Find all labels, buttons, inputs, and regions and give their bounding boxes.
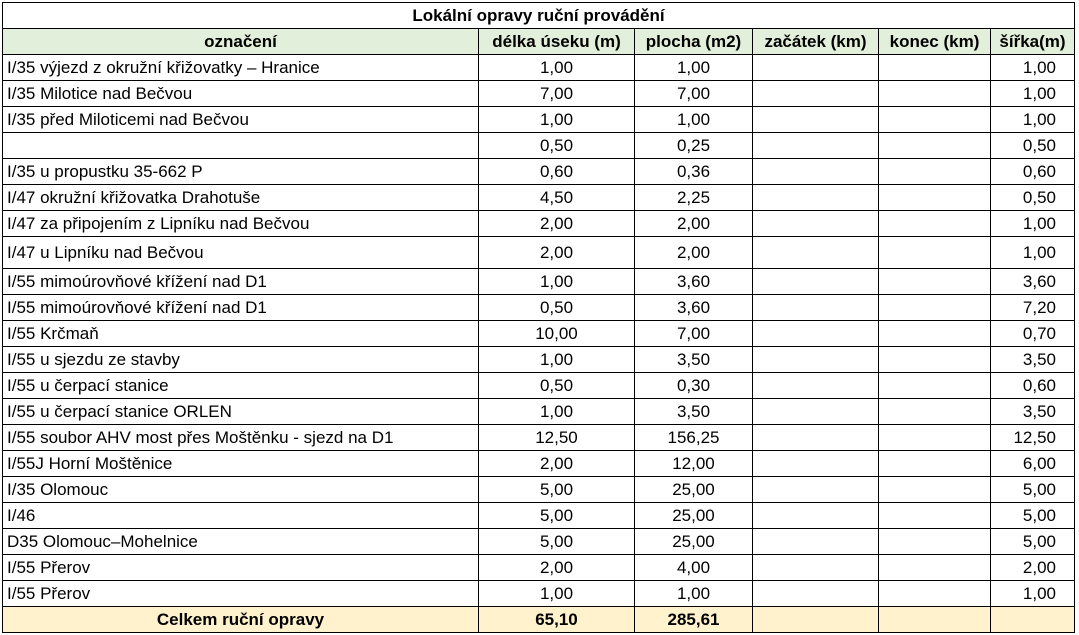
cell-plocha[interactable]: 2,00 (635, 237, 753, 269)
cell-plocha[interactable]: 4,00 (635, 555, 753, 581)
cell-zacatek[interactable] (753, 55, 879, 81)
cell-delka-useku[interactable]: 2,00 (479, 211, 635, 237)
cell-zacatek[interactable] (753, 321, 879, 347)
cell-konec[interactable] (879, 321, 991, 347)
cell-sirka[interactable]: 0,60 (991, 373, 1075, 399)
cell-delka-useku[interactable]: 0,60 (479, 159, 635, 185)
cell-konec[interactable] (879, 581, 991, 607)
cell-zacatek[interactable] (753, 451, 879, 477)
cell-delka-useku[interactable]: 2,00 (479, 555, 635, 581)
cell-oznaceni[interactable]: I/55 Přerov (3, 555, 479, 581)
cell-konec[interactable] (879, 269, 991, 295)
cell-plocha[interactable]: 1,00 (635, 107, 753, 133)
table-row (3, 237, 1075, 269)
table-row (3, 373, 1075, 399)
header-sirka[interactable]: šířka(m) (991, 29, 1075, 55)
cell-oznaceni[interactable]: I/55 Krčmaň (3, 321, 479, 347)
cell-sirka[interactable]: 3,50 (991, 399, 1075, 425)
cell-delka-useku[interactable]: 1,00 (479, 581, 635, 607)
cell-zacatek[interactable] (753, 237, 879, 269)
cell-zacatek[interactable] (753, 399, 879, 425)
cell-delka-useku[interactable]: 1,00 (479, 399, 635, 425)
cell-plocha[interactable]: 25,00 (635, 503, 753, 529)
table-row (3, 477, 1075, 503)
cell-zacatek[interactable] (753, 211, 879, 237)
cell-delka-useku[interactable]: 12,50 (479, 425, 635, 451)
cell-sirka[interactable]: 0,50 (991, 133, 1075, 159)
cell-oznaceni[interactable]: I/55 mimoúrovňové křížení nad D1 (3, 295, 479, 321)
cell-zacatek[interactable] (753, 81, 879, 107)
cell-oznaceni[interactable]: I/55J Horní Moštěnice (3, 451, 479, 477)
cell-konec[interactable] (879, 425, 991, 451)
cell-zacatek[interactable] (753, 555, 879, 581)
table-row (3, 55, 1075, 81)
cell-plocha[interactable]: 12,00 (635, 451, 753, 477)
cell-sirka[interactable]: 3,60 (991, 269, 1075, 295)
cell-konec[interactable] (879, 347, 991, 373)
total-label[interactable]: Celkem ruční opravy (3, 607, 479, 633)
cell-zacatek[interactable] (753, 185, 879, 211)
cell-sirka[interactable]: 3,50 (991, 347, 1075, 373)
cell-delka-useku[interactable]: 0,50 (479, 133, 635, 159)
cell-konec[interactable] (879, 373, 991, 399)
cell-konec[interactable] (879, 477, 991, 503)
cell-plocha[interactable]: 0,36 (635, 159, 753, 185)
cell-plocha[interactable]: 1,00 (635, 55, 753, 81)
cell-konec[interactable] (879, 555, 991, 581)
table-row (3, 269, 1075, 295)
cell-oznaceni[interactable]: I/55 u sjezdu ze stavby (3, 347, 479, 373)
cell-oznaceni[interactable]: I/47 okružní křižovatka Drahotuše (3, 185, 479, 211)
cell-plocha[interactable]: 0,25 (635, 133, 753, 159)
table-row (3, 529, 1075, 555)
table-row (3, 555, 1075, 581)
cell-plocha[interactable]: 2,25 (635, 185, 753, 211)
header-konec[interactable]: konec (km) (879, 29, 991, 55)
cell-sirka[interactable]: 1,00 (991, 211, 1075, 237)
cell-sirka[interactable]: 1,00 (991, 237, 1075, 269)
cell-delka-useku[interactable]: 1,00 (479, 55, 635, 81)
cell-oznaceni[interactable]: I/47 za připojením z Lipníku nad Bečvou (3, 211, 479, 237)
cell-konec[interactable] (879, 81, 991, 107)
cell-sirka[interactable]: 7,20 (991, 295, 1075, 321)
total-sirka[interactable] (991, 607, 1075, 633)
cell-oznaceni[interactable] (3, 133, 479, 159)
cell-delka-useku[interactable]: 10,00 (479, 321, 635, 347)
cell-oznaceni[interactable]: I/55 soubor AHV most přes Moštěnku - sjezd na D1 (3, 425, 479, 451)
cell-zacatek[interactable] (753, 269, 879, 295)
cell-oznaceni[interactable]: I/35 Olomouc (3, 477, 479, 503)
total-row (3, 607, 1075, 633)
cell-delka-useku[interactable]: 0,50 (479, 295, 635, 321)
cell-oznaceni[interactable]: D35 Olomouc–Mohelnice (3, 529, 479, 555)
cell-delka-useku[interactable]: 0,50 (479, 373, 635, 399)
table-row (3, 81, 1075, 107)
cell-konec[interactable] (879, 133, 991, 159)
table-row (3, 399, 1075, 425)
cell-oznaceni[interactable]: I/55 u čerpací stanice ORLEN (3, 399, 479, 425)
cell-delka-useku[interactable]: 2,00 (479, 451, 635, 477)
cell-plocha[interactable]: 25,00 (635, 477, 753, 503)
repairs-table (2, 2, 1075, 633)
cell-delka-useku[interactable]: 1,00 (479, 107, 635, 133)
header-plocha[interactable]: plocha (m2) (635, 29, 753, 55)
cell-zacatek[interactable] (753, 581, 879, 607)
cell-konec[interactable] (879, 399, 991, 425)
cell-oznaceni[interactable]: I/55 mimoúrovňové křížení nad D1 (3, 269, 479, 295)
cell-oznaceni[interactable]: I/35 před Miloticemi nad Bečvou (3, 107, 479, 133)
header-row (3, 29, 1075, 55)
cell-konec[interactable] (879, 503, 991, 529)
table-row (3, 451, 1075, 477)
cell-zacatek[interactable] (753, 107, 879, 133)
cell-sirka[interactable]: 6,00 (991, 451, 1075, 477)
cell-plocha[interactable]: 7,00 (635, 321, 753, 347)
cell-konec[interactable] (879, 185, 991, 211)
cell-sirka[interactable]: 2,00 (991, 555, 1075, 581)
cell-konec[interactable] (879, 451, 991, 477)
total-delka-useku[interactable]: 65,10 (479, 607, 635, 633)
cell-delka-useku[interactable]: 2,00 (479, 237, 635, 269)
cell-plocha[interactable]: 0,30 (635, 373, 753, 399)
cell-plocha[interactable]: 156,25 (635, 425, 753, 451)
cell-konec[interactable] (879, 107, 991, 133)
cell-plocha[interactable]: 3,50 (635, 347, 753, 373)
table-row (3, 133, 1075, 159)
cell-zacatek[interactable] (753, 295, 879, 321)
cell-zacatek[interactable] (753, 477, 879, 503)
table-row (3, 425, 1075, 451)
cell-plocha[interactable]: 25,00 (635, 529, 753, 555)
table-row (3, 347, 1075, 373)
cell-zacatek[interactable] (753, 425, 879, 451)
cell-zacatek[interactable] (753, 529, 879, 555)
header-delka-useku[interactable]: délka úseku (m) (479, 29, 635, 55)
cell-konec[interactable] (879, 237, 991, 269)
table-row (3, 107, 1075, 133)
cell-plocha[interactable]: 7,00 (635, 81, 753, 107)
cell-delka-useku[interactable]: 1,00 (479, 347, 635, 373)
cell-zacatek[interactable] (753, 347, 879, 373)
cell-sirka[interactable]: 5,00 (991, 477, 1075, 503)
cell-oznaceni[interactable]: I/35 u propustku 35-662 P (3, 159, 479, 185)
total-zacatek[interactable] (753, 607, 879, 633)
cell-zacatek[interactable] (753, 159, 879, 185)
cell-delka-useku[interactable]: 7,00 (479, 81, 635, 107)
cell-plocha[interactable]: 3,50 (635, 399, 753, 425)
cell-sirka[interactable]: 12,50 (991, 425, 1075, 451)
cell-plocha[interactable]: 3,60 (635, 269, 753, 295)
cell-sirka[interactable]: 1,00 (991, 81, 1075, 107)
cell-sirka[interactable]: 1,00 (991, 581, 1075, 607)
table-row (3, 321, 1075, 347)
cell-oznaceni[interactable]: I/35 Milotice nad Bečvou (3, 81, 479, 107)
table-row (3, 159, 1075, 185)
cell-plocha[interactable]: 3,60 (635, 295, 753, 321)
cell-delka-useku[interactable]: 5,00 (479, 503, 635, 529)
cell-konec[interactable] (879, 55, 991, 81)
header-oznaceni[interactable]: označení (3, 29, 479, 55)
cell-konec[interactable] (879, 529, 991, 555)
cell-konec[interactable] (879, 211, 991, 237)
table-title: Lokální opravy ruční provádění (3, 3, 1075, 29)
cell-konec[interactable] (879, 295, 991, 321)
cell-zacatek[interactable] (753, 133, 879, 159)
total-konec[interactable] (879, 607, 991, 633)
table-row (3, 581, 1075, 607)
table-row (3, 211, 1075, 237)
cell-sirka[interactable]: 0,50 (991, 185, 1075, 211)
cell-oznaceni[interactable]: I/55 Přerov (3, 581, 479, 607)
cell-sirka[interactable]: 0,60 (991, 159, 1075, 185)
cell-oznaceni[interactable]: I/55 u čerpací stanice (3, 373, 479, 399)
header-zacatek[interactable]: začátek (km) (753, 29, 879, 55)
total-plocha[interactable]: 285,61 (635, 607, 753, 633)
cell-delka-useku[interactable]: 1,00 (479, 269, 635, 295)
cell-konec[interactable] (879, 159, 991, 185)
cell-plocha[interactable]: 1,00 (635, 581, 753, 607)
cell-delka-useku[interactable]: 4,50 (479, 185, 635, 211)
cell-oznaceni[interactable]: I/46 (3, 503, 479, 529)
cell-zacatek[interactable] (753, 373, 879, 399)
cell-oznaceni[interactable]: I/35 výjezd z okružní křižovatky – Hranice (3, 55, 479, 81)
cell-oznaceni[interactable]: I/47 u Lipníku nad Bečvou (3, 237, 479, 269)
cell-zacatek[interactable] (753, 503, 879, 529)
cell-plocha[interactable]: 2,00 (635, 211, 753, 237)
table-row (3, 503, 1075, 529)
cell-sirka[interactable]: 5,00 (991, 529, 1075, 555)
cell-sirka[interactable]: 0,70 (991, 321, 1075, 347)
cell-sirka[interactable]: 1,00 (991, 55, 1075, 81)
cell-delka-useku[interactable]: 5,00 (479, 477, 635, 503)
table-row (3, 185, 1075, 211)
cell-sirka[interactable]: 1,00 (991, 107, 1075, 133)
cell-sirka[interactable]: 5,00 (991, 503, 1075, 529)
table-row (3, 295, 1075, 321)
cell-delka-useku[interactable]: 5,00 (479, 529, 635, 555)
